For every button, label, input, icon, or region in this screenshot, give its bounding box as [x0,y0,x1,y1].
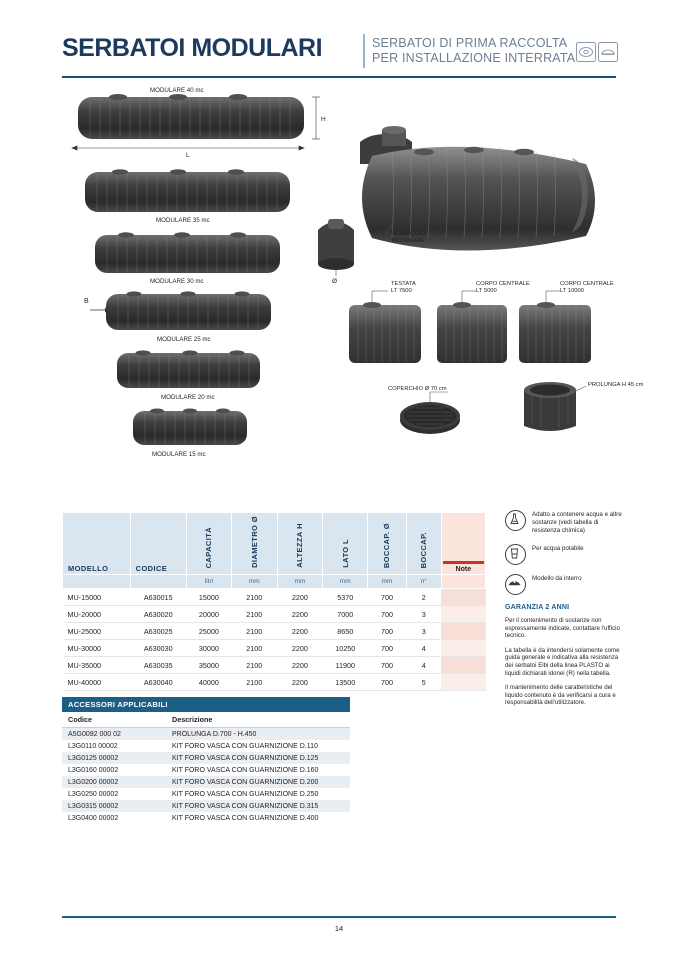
legend-text-sostanze: Adatto a contenere acqua e altre sostanze (vedi tabella di resistenza chimica) [532,511,622,534]
cell-altezza: 2200 [277,657,323,674]
cell-note [441,640,485,657]
list-item [62,776,350,788]
prolunga-drawing [524,382,586,431]
legend-paragraph-2: La tabella è da intendersi solamente come guida generale e indicativa alla resistenza dei serbatoi Elbi della linea PLASTO ai liquidi dichiarati idonei (R) nella tabella. [505,646,620,677]
cell-lato: 7000 [323,606,368,623]
cell-boccaportello-num: 4 [406,640,441,657]
list-item [62,788,350,800]
tank-top-icon [577,43,596,62]
cell-modello: MU-40000 [63,674,131,691]
cell-altezza: 2200 [277,623,323,640]
col-modello: MODELLO [63,513,131,575]
cell-altezza: 2200 [277,640,323,657]
cell-lato: 5370 [323,589,368,606]
accessories-table [62,712,350,824]
tank-40mc-drawing [72,94,326,159]
cell-altezza: 2200 [277,606,323,623]
cell-altezza: 2200 [277,589,323,606]
list-item [62,728,350,741]
legend-item-interro [505,574,623,595]
cell-modello: MU-25000 [63,623,131,640]
tank-front-view-drawing [318,219,354,285]
acc-codice: L3G0110 00002 [68,742,118,750]
section-corpo5000-drawing [437,291,507,363]
acc-codice: L3G0315 00002 [62,800,166,812]
cell-lato: 13500 [323,674,368,691]
cell-altezza: 2200 [277,674,323,691]
accessories-title: ACCESSORI APPLICABILI [62,697,350,712]
cell-capacita: 30000 [186,640,231,657]
unit-modello [63,575,131,589]
col-capacita: CAPACITÀ [186,513,231,575]
label-serbatoio-modulare-2: MODULARE [392,238,425,244]
acc-descrizione: KIT FORO VASCA CON GUARNIZIONE D.160 [172,766,319,774]
legend-text-interro: Modello da interro [532,575,582,582]
unit-codice [130,575,186,589]
cell-diametro: 2100 [231,589,277,606]
cell-boccaportello-num: 3 [406,623,441,640]
cell-boccaportello-num: 4 [406,657,441,674]
svg-text:B: B [84,298,89,305]
cell-capacita: 20000 [186,606,231,623]
header-subtitle [372,36,575,66]
specs-table [62,512,486,691]
acc-descrizione: KIT FORO VASCA CON GUARNIZIONE D.400 [172,814,319,822]
cell-note [441,623,485,640]
col-altezza: ALTEZZA H [277,513,323,575]
chemical-resistance-icon [505,510,526,531]
table-row [63,623,486,640]
cell-codice: A630015 [130,589,186,606]
cell-diametro: 2100 [231,606,277,623]
legend-text-potabile: Per acqua potabile [532,545,584,552]
acc-col-descrizione: Descrizione [166,712,350,728]
cell-note [441,589,485,606]
acc-col-codice: Codice [62,712,166,728]
cell-lato: 10250 [323,640,368,657]
list-item [62,800,350,812]
cell-modello: MU-15000 [63,589,131,606]
cell-diametro: 2100 [231,657,277,674]
footer-rule [62,916,616,918]
svg-text:Ø: Ø [332,278,338,285]
tank-side-icon [599,43,618,62]
page-title: SERBATOI MODULARI [62,34,323,62]
cell-codice: A630020 [130,606,186,623]
cell-note [441,606,485,623]
unit-note [441,575,485,589]
cell-capacita: 40000 [186,674,231,691]
cell-codice: A630040 [130,674,186,691]
cell-boccaportello-diam: 700 [368,640,407,657]
acc-descrizione: KIT FORO VASCA CON GUARNIZIONE D.315 [166,800,350,812]
cell-modello: MU-35000 [63,657,131,674]
cell-codice: A630025 [130,623,186,640]
label-mod40: MODULARE 40 mc [150,87,204,94]
cell-boccaportello-num: 5 [406,674,441,691]
cell-boccaportello-diam: 700 [368,657,407,674]
legend-item-potabile [505,544,623,565]
list-item [62,752,350,764]
acc-codice: L3G0125 00002 [62,752,166,764]
label-testata-1: TESTATA [391,281,416,287]
cell-codice: A630030 [130,640,186,657]
tank-35mc-drawing [85,169,290,212]
label-corpo5000-2: LT 5000 [476,288,497,294]
svg-text:H: H [321,116,326,123]
legend-paragraph-1: Per il contenimento di sostanze non espressamente indicate, contattare l'ufficio tecnico. [505,617,620,640]
cell-lato: 11900 [323,657,368,674]
specs-table-header-row [63,513,486,575]
legend-section [505,510,623,714]
label-mod20: MODULARE 20 mc [161,394,215,401]
unit-diametro: mm [231,575,277,589]
table-row [63,606,486,623]
page-header [0,14,678,64]
col-boccaportello-num: BOCCAP. [406,513,441,575]
cell-boccaportello-num: 2 [406,589,441,606]
label-corpo10000-1: CORPO CENTRALE [560,281,614,287]
acc-descrizione: KIT FORO VASCA CON GUARNIZIONE D.125 [166,752,350,764]
page-number: 14 [334,924,344,933]
accessories-section [62,697,350,824]
label-corpo10000-2: LT 10000 [560,288,584,294]
list-item [62,764,350,776]
acc-descrizione: KIT FORO VASCA CON GUARNIZIONE D.200 [166,776,350,788]
cell-modello: MU-30000 [63,640,131,657]
cell-boccaportello-diam: 700 [368,674,407,691]
header-divider [363,34,365,68]
cell-capacita: 15000 [186,589,231,606]
header-icon-group [576,42,618,62]
cell-modello: MU-20000 [63,606,131,623]
label-serbatoio-modulare-1: SERBATOIO [392,231,426,237]
tank-30mc-drawing [95,232,280,273]
coperchio-drawing [400,392,460,434]
acc-descrizione: KIT FORO VASCA CON GUARNIZIONE D.250 [172,790,319,798]
cell-capacita: 35000 [186,657,231,674]
specs-table-body [63,589,486,691]
cell-boccaportello-diam: 700 [368,589,407,606]
legend-paragraph-3: Il mantenimento delle caratteristiche del liquido contenuto è da verificarsi a cura e responsabilità dell'utilizzatore. [505,684,616,707]
cell-boccaportello-diam: 700 [368,606,407,623]
cell-diametro: 2100 [231,640,277,657]
col-lato: LATO L [323,513,368,575]
unit-capacita: litri [186,575,231,589]
underground-model-icon [505,574,526,595]
label-corpo5000-1: CORPO CENTRALE [476,281,530,287]
cell-boccaportello-num: 3 [406,606,441,623]
acc-codice: L3G0250 00002 [68,790,119,798]
tank-25mc-drawing [106,291,271,330]
cell-note [441,657,485,674]
cell-capacita: 25000 [186,623,231,640]
acc-codice: L3G0200 00002 [62,776,166,788]
list-item [62,740,350,752]
cell-boccaportello-diam: 700 [368,623,407,640]
acc-descrizione: KIT FORO VASCA CON GUARNIZIONE D.110 [172,742,318,750]
tank-20mc-drawing [117,350,260,388]
label-testata-2: LT 7500 [391,288,412,294]
col-codice: CODICE [130,513,186,575]
product-drawings [0,72,678,492]
section-testata-drawing [349,291,421,363]
header-subtitle-line1: SERBATOI DI PRIMA RACCOLTA [372,36,568,50]
unit-altezza: mm [277,575,323,589]
col-boccaportello-diam: BOCCAP. Ø [368,513,407,575]
unit-lato: mm [323,575,368,589]
cell-diametro: 2100 [231,623,277,640]
cell-diametro: 2100 [231,674,277,691]
acc-codice: A5G0092 000 02 [62,728,166,741]
col-note: Note [441,513,485,575]
list-item [62,812,350,824]
table-row [63,589,486,606]
label-mod30: MODULARE 30 mc [150,278,204,285]
cell-codice: A630035 [130,657,186,674]
table-row [63,674,486,691]
label-mod35: MODULARE 35 mc [156,217,210,224]
svg-text:L: L [186,152,190,159]
cell-lato: 8650 [323,623,368,640]
table-row [63,640,486,657]
unit-boccaportello-num: n° [406,575,441,589]
drawings-svg [0,72,678,492]
table-row [63,657,486,674]
acc-descrizione: PROLUNGA D.700 - H.450 [166,728,350,741]
label-mod25: MODULARE 25 mc [157,336,211,343]
warranty-title: GARANZIA 2 ANNI [505,604,570,611]
section-corpo10000-drawing [519,291,591,363]
legend-item-sostanze [505,510,623,535]
header-subtitle-line2: PER INSTALLAZIONE INTERRATA [372,51,576,65]
accessories-header-row [62,712,350,728]
cell-note [441,674,485,691]
acc-codice: L3G0160 00002 [68,766,119,774]
acc-codice: L3G0400 00002 [68,814,119,822]
specs-table-units-row [63,575,486,589]
drinking-water-icon [505,544,526,565]
unit-boccaportello-diam: mm [368,575,407,589]
label-coperchio: COPERCHIO Ø 70 cm [388,386,447,392]
tank-15mc-drawing [133,409,247,446]
col-diametro: DIAMETRO Ø [231,513,277,575]
label-prolunga: PROLUNGA H 45 cm [588,382,644,388]
label-mod15: MODULARE 15 mc [152,451,206,458]
